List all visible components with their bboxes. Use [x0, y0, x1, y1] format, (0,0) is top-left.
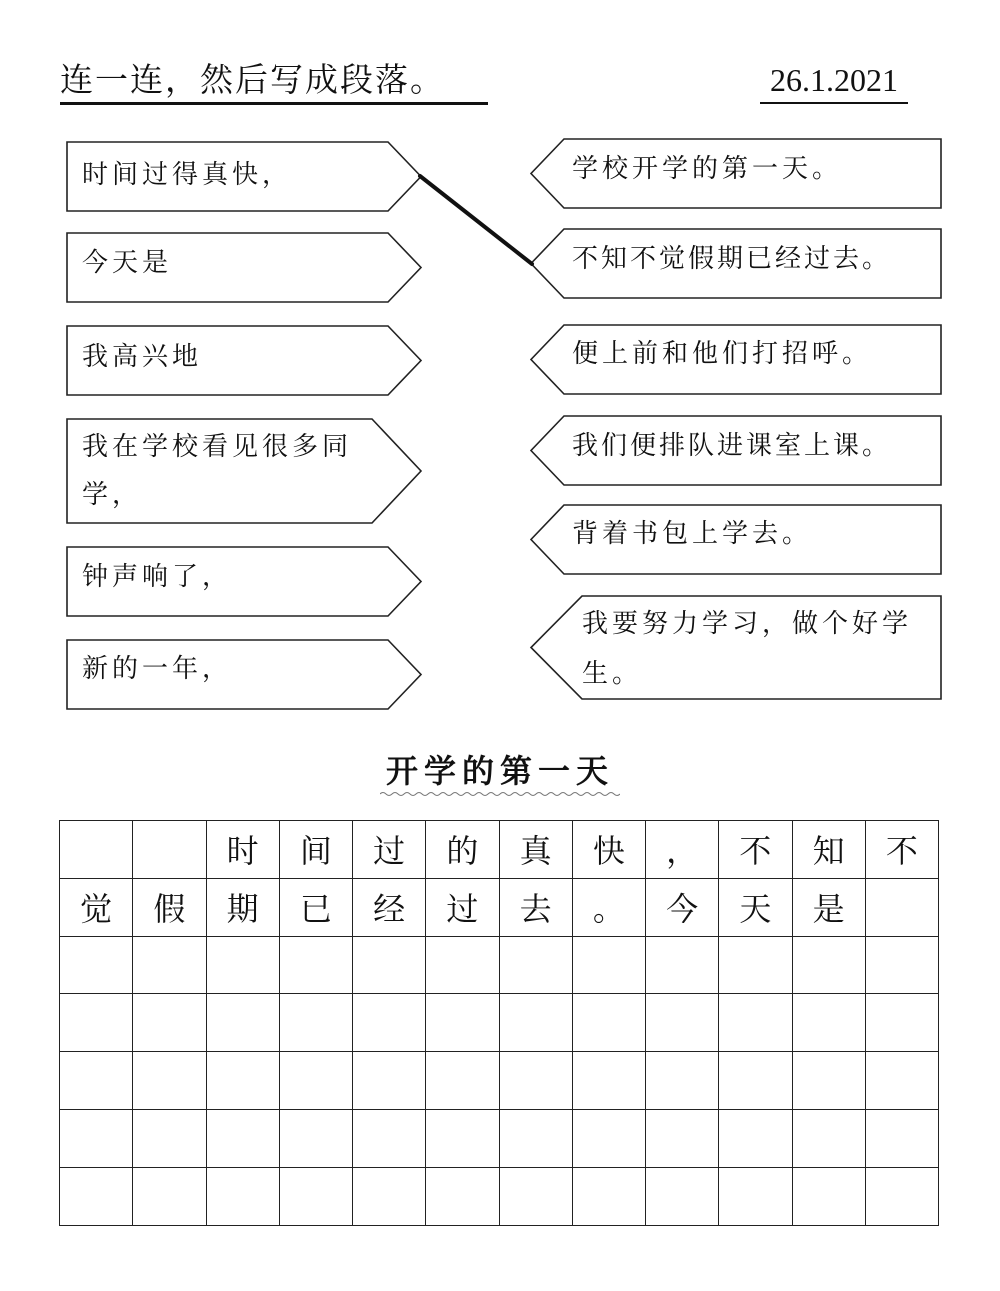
grid-cell[interactable]	[60, 821, 133, 879]
grid-cell[interactable]	[353, 1168, 426, 1226]
grid-cell[interactable]	[866, 879, 939, 937]
grid-cell[interactable]	[646, 994, 719, 1052]
grid-cell[interactable]	[207, 1052, 280, 1110]
grid-cell[interactable]	[500, 994, 573, 1052]
grid-cell[interactable]	[353, 1052, 426, 1110]
grid-cell[interactable]: 间	[280, 821, 353, 879]
left-tag-3[interactable]	[66, 325, 422, 396]
grid-cell[interactable]	[719, 1168, 792, 1226]
grid-cell[interactable]	[207, 1110, 280, 1168]
grid-cell[interactable]	[60, 937, 133, 995]
grid-cell[interactable]	[280, 1110, 353, 1168]
wavy-underline	[380, 790, 620, 798]
grid-cell[interactable]: 天	[719, 879, 792, 937]
left-tag-5-text: 钟声响了，	[82, 562, 233, 592]
grid-cell[interactable]	[793, 994, 866, 1052]
grid-cell[interactable]	[719, 994, 792, 1052]
grid-cell[interactable]	[866, 1110, 939, 1168]
grid-cell[interactable]	[133, 937, 206, 995]
right-tag-1-text: 学校开学的第一天。	[572, 154, 843, 184]
instruction-heading: 连一连，然后写成段落。	[60, 58, 488, 105]
grid-cell[interactable]	[60, 1168, 133, 1226]
grid-cell[interactable]: 期	[207, 879, 280, 937]
grid-cell[interactable]	[793, 1052, 866, 1110]
grid-cell[interactable]: 快	[573, 821, 646, 879]
grid-cell[interactable]	[133, 994, 206, 1052]
left-tag-4-text: 我在学校看见很多同学，	[82, 432, 353, 510]
right-tag-4-text: 我们便排队进课室上课。	[572, 431, 892, 461]
grid-cell[interactable]	[500, 1168, 573, 1226]
grid-cell[interactable]: 已	[280, 879, 353, 937]
grid-cell[interactable]	[353, 937, 426, 995]
grid-cell[interactable]: 今	[646, 879, 719, 937]
grid-cell[interactable]	[280, 937, 353, 995]
grid-cell[interactable]: ，	[646, 821, 719, 879]
grid-cell[interactable]	[207, 937, 280, 995]
grid-cell[interactable]: 不	[866, 821, 939, 879]
worksheet-date: 26.1.2021	[760, 58, 908, 104]
grid-cell[interactable]	[207, 1168, 280, 1226]
grid-cell[interactable]	[646, 1110, 719, 1168]
grid-cell[interactable]	[500, 1110, 573, 1168]
right-tag-5[interactable]	[530, 504, 942, 575]
grid-cell[interactable]: 。	[573, 879, 646, 937]
left-tag-2[interactable]	[66, 232, 422, 303]
grid-cell[interactable]: 的	[426, 821, 499, 879]
grid-cell[interactable]	[133, 1168, 206, 1226]
grid-cell[interactable]	[719, 1052, 792, 1110]
right-tag-1[interactable]	[530, 138, 942, 209]
grid-cell[interactable]: 过	[353, 821, 426, 879]
right-tag-3-text: 便上前和他们打招呼。	[572, 339, 873, 369]
grid-cell[interactable]	[280, 1168, 353, 1226]
grid-cell[interactable]	[426, 1168, 499, 1226]
grid-cell[interactable]: 过	[426, 879, 499, 937]
right-tag-4[interactable]	[530, 415, 942, 486]
right-tag-2-text: 不知不觉假期已经过去。	[572, 244, 892, 274]
left-tag-5[interactable]	[66, 546, 422, 617]
grid-cell[interactable]	[426, 1110, 499, 1168]
grid-cell[interactable]	[573, 1168, 646, 1226]
writing-grid	[59, 820, 939, 1226]
grid-cell[interactable]: 觉	[60, 879, 133, 937]
grid-cell[interactable]	[60, 1052, 133, 1110]
left-tag-6-text: 新的一年，	[82, 654, 233, 684]
left-tag-1[interactable]	[66, 141, 422, 212]
grid-cell[interactable]	[207, 994, 280, 1052]
grid-cell[interactable]	[133, 821, 206, 879]
grid-cell[interactable]	[719, 937, 792, 995]
grid-cell[interactable]	[866, 994, 939, 1052]
grid-cell[interactable]	[426, 937, 499, 995]
grid-cell[interactable]	[500, 1052, 573, 1110]
right-tag-2[interactable]	[530, 228, 942, 299]
grid-cell[interactable]	[426, 994, 499, 1052]
grid-cell[interactable]	[646, 1052, 719, 1110]
grid-cell[interactable]	[133, 1110, 206, 1168]
grid-cell[interactable]	[866, 937, 939, 995]
grid-cell[interactable]	[426, 1052, 499, 1110]
grid-cell[interactable]	[866, 1168, 939, 1226]
grid-cell[interactable]	[133, 1052, 206, 1110]
grid-cell[interactable]	[719, 1110, 792, 1168]
grid-cell[interactable]	[573, 1110, 646, 1168]
grid-cell[interactable]: 不	[719, 821, 792, 879]
grid-cell[interactable]: 时	[207, 821, 280, 879]
essay-title: 开学的第一天	[385, 752, 614, 790]
right-tag-5-text: 背着书包上学去。	[572, 519, 813, 549]
grid-cell[interactable]	[793, 1168, 866, 1226]
right-tag-6-text: 我要努力学习，做个好学生。	[582, 609, 913, 689]
left-tag-2-text: 今天是	[82, 248, 173, 278]
grid-cell[interactable]	[793, 937, 866, 995]
grid-cell[interactable]	[500, 937, 573, 995]
grid-cell[interactable]: 真	[500, 821, 573, 879]
grid-cell[interactable]	[60, 1110, 133, 1168]
grid-cell[interactable]: 知	[793, 821, 866, 879]
grid-cell[interactable]	[573, 994, 646, 1052]
grid-cell[interactable]	[60, 994, 133, 1052]
grid-cell[interactable]	[573, 1052, 646, 1110]
left-tag-3-text: 我高兴地	[82, 342, 203, 372]
grid-cell[interactable]	[353, 1110, 426, 1168]
left-tag-4[interactable]	[66, 418, 422, 524]
left-tag-1-text: 时间过得真快，	[82, 160, 293, 190]
grid-cell[interactable]	[353, 994, 426, 1052]
grid-cell[interactable]: 经	[353, 879, 426, 937]
right-tag-3[interactable]	[530, 324, 942, 395]
grid-cell[interactable]	[866, 1052, 939, 1110]
grid-cell[interactable]: 去	[500, 879, 573, 937]
grid-cell[interactable]	[573, 937, 646, 995]
grid-cell[interactable]	[280, 1052, 353, 1110]
left-tag-6[interactable]	[66, 639, 422, 710]
grid-cell[interactable]	[646, 1168, 719, 1226]
grid-cell[interactable]	[793, 1110, 866, 1168]
grid-cell[interactable]	[280, 994, 353, 1052]
right-tag-6[interactable]	[530, 595, 942, 700]
grid-cell[interactable]: 假	[133, 879, 206, 937]
grid-cell[interactable]: 是	[793, 879, 866, 937]
grid-cell[interactable]	[646, 937, 719, 995]
